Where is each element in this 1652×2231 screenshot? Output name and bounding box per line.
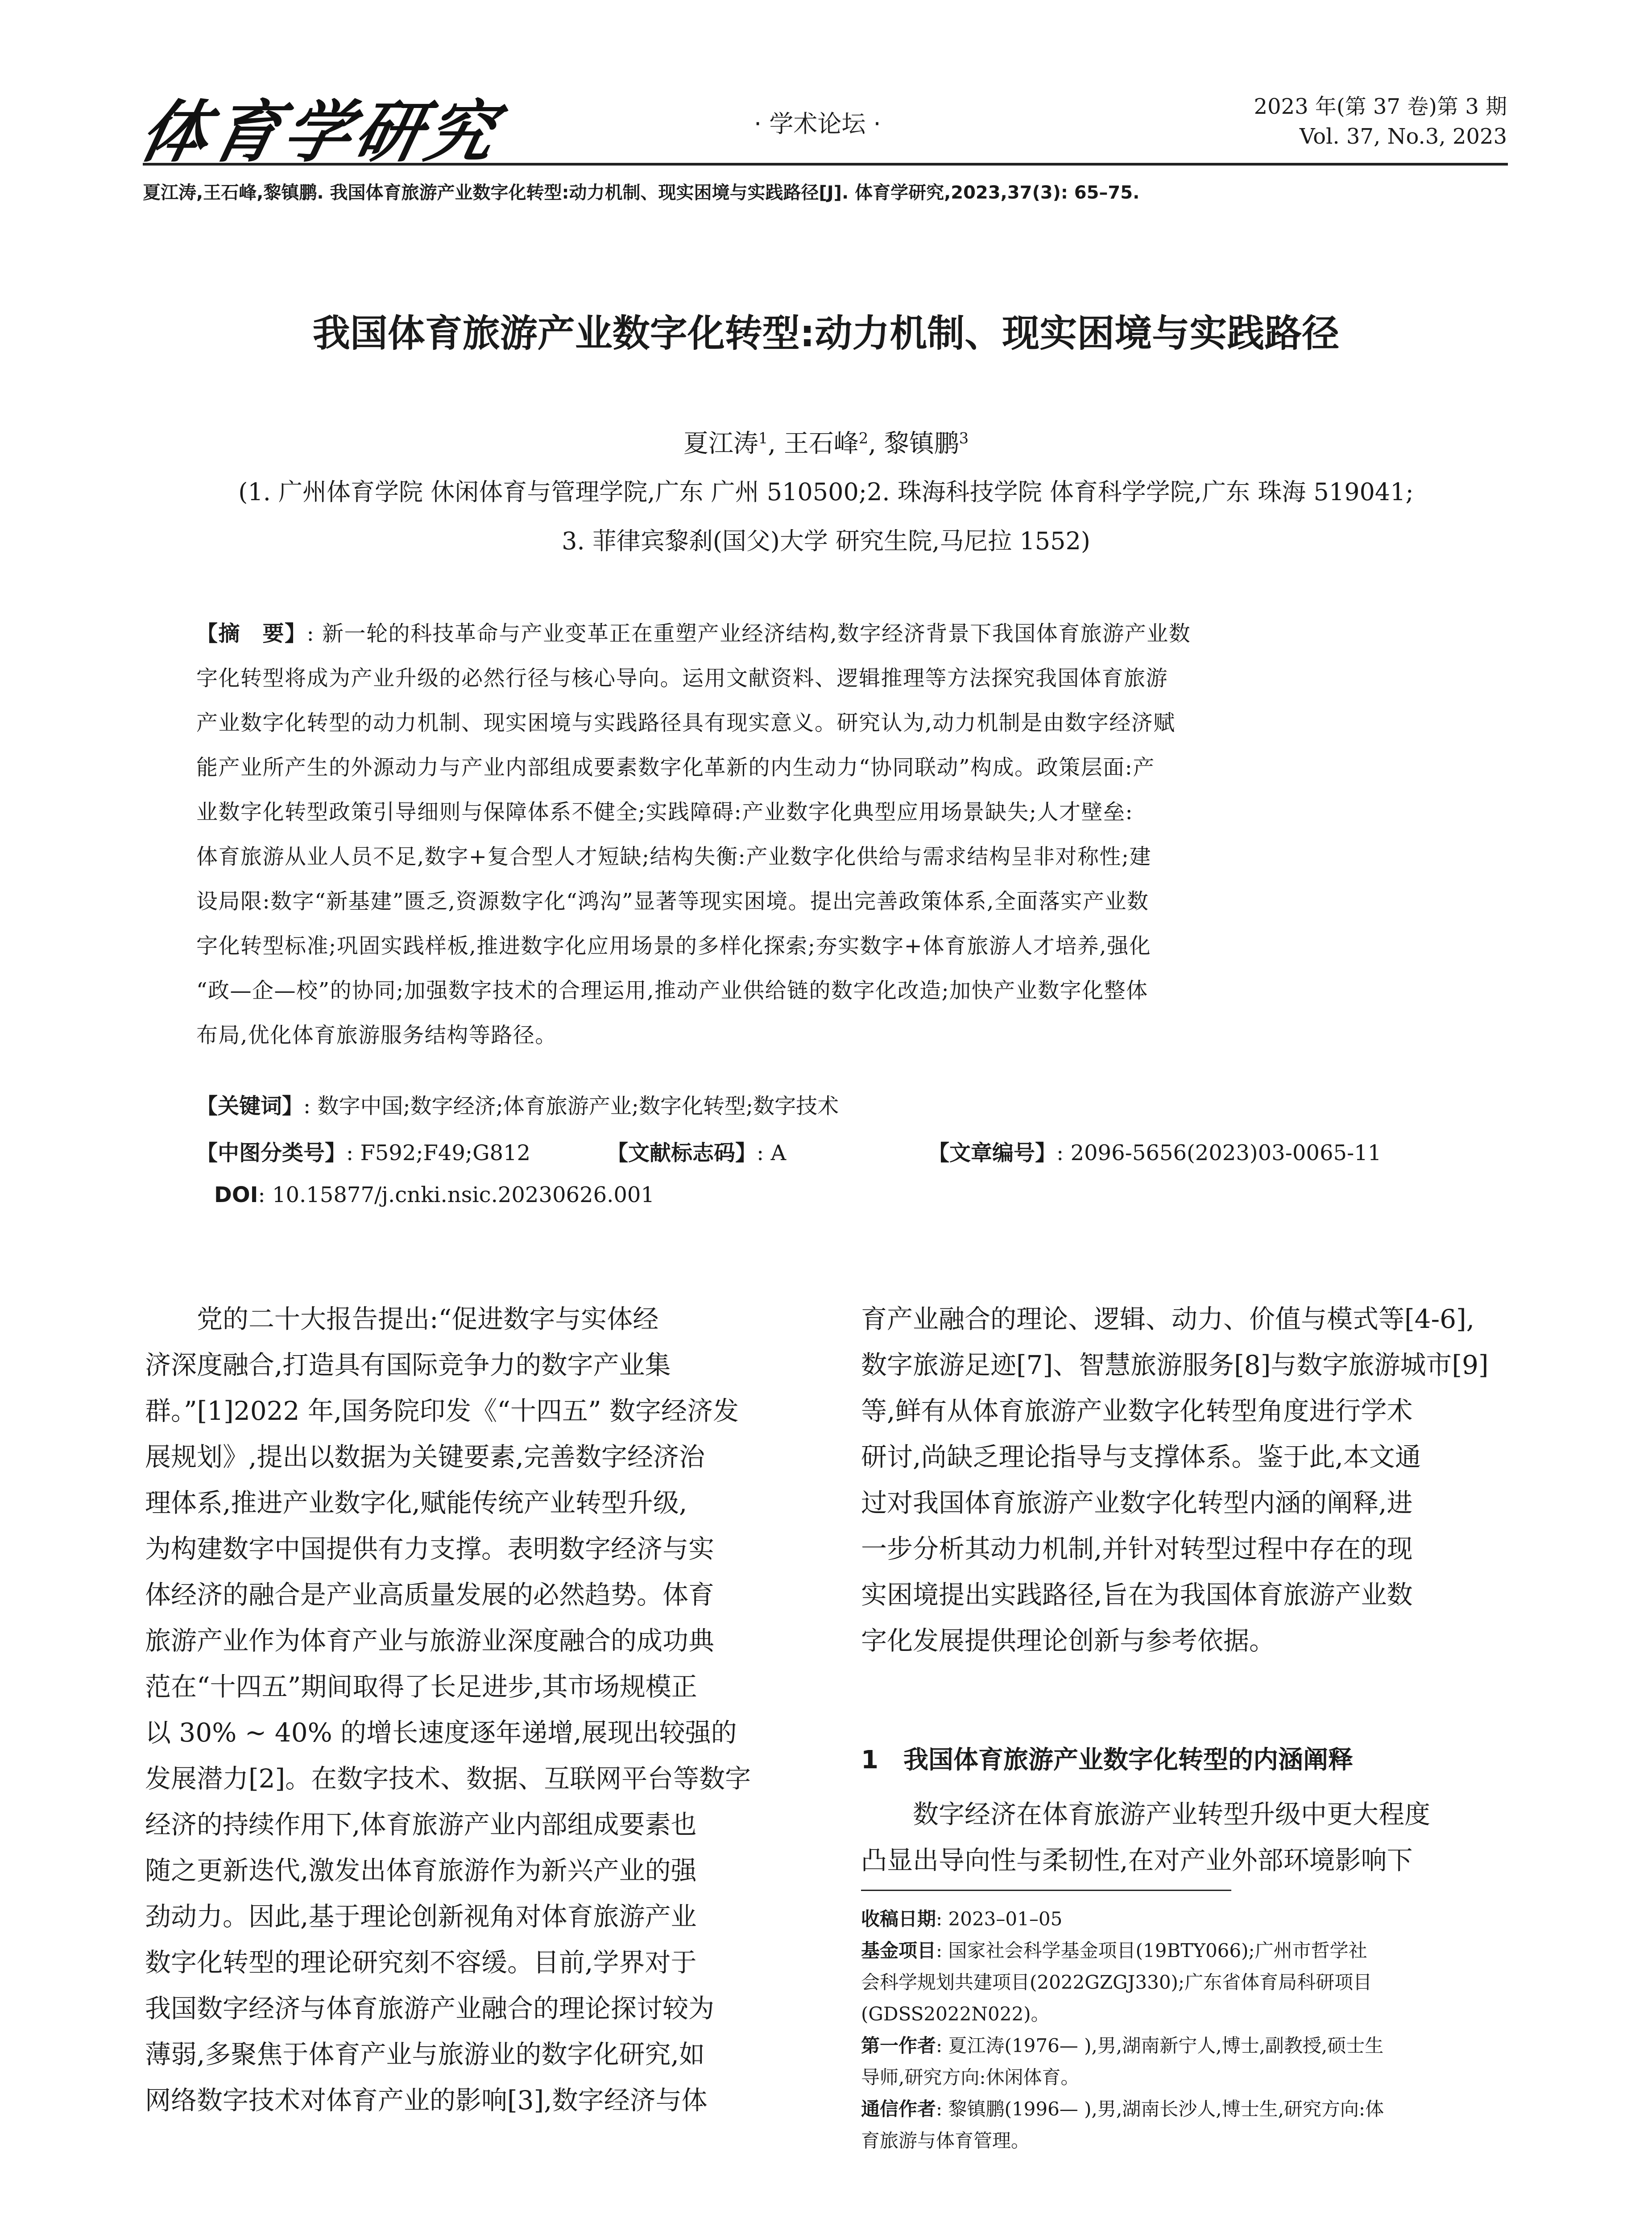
document-code-label: 【文献标志码】 xyxy=(607,1140,757,1165)
author-name: 黎镇鹏 xyxy=(884,429,959,458)
body-line: 经济的持续作用下,体育旅游产业内部组成要素也 xyxy=(145,1809,697,1840)
fund-line xyxy=(861,1935,1508,1966)
clc-label: 【中图分类号】 xyxy=(196,1140,347,1165)
corresponding-author-line: 育旅游与体育管理。 xyxy=(861,2130,1030,2152)
body-line: 劲动力。因此,基于理论创新视角对体育旅游产业 xyxy=(145,1901,697,1932)
affiliation-line: (1. 广州体育学院 休闲体育与管理学院,广东 广州 510500;2. 珠海科技学院 体育科学学院,广东 珠海 519041; xyxy=(238,478,1414,506)
body-line: 党的二十大报告提出:“促进数字与实体经 xyxy=(145,1304,659,1334)
body-line: 育产业融合的理论、逻辑、动力、价值与模式等[4-6], xyxy=(861,1304,1475,1334)
body-line: 实困境提出实践路径,旨在为我国体育旅游产业数 xyxy=(861,1580,1413,1610)
received-date-value: : 2023–01–05 xyxy=(936,1908,1063,1930)
fund-label: 基金项目 xyxy=(861,1940,936,1961)
keywords-label: 【关键词】 xyxy=(196,1094,304,1119)
body-column-right xyxy=(861,1296,1517,1664)
body-line: 等,鲜有从体育旅游产业数字化转型角度进行学术 xyxy=(861,1396,1413,1426)
section-heading: 1 我国体育旅游产业数字化转型的内涵阐释 xyxy=(861,1746,1353,1775)
body-line: 薄弱,多聚焦于体育产业与旅游业的数字化研究,如 xyxy=(145,2039,705,2069)
footnote-divider xyxy=(861,1890,1231,1891)
body-line: 济深度融合,打造具有国际竞争力的数字产业集 xyxy=(145,1350,671,1380)
footnotes xyxy=(861,1903,1508,2156)
paper-title: 我国体育旅游产业数字化转型:动力机制、现实困境与实践路径 xyxy=(312,311,1340,355)
article-number-value: : 2096-5656(2023)03-0065-11 xyxy=(1056,1140,1382,1165)
abstract-line: 业数字化转型政策引导细则与保障体系不健全;实践障碍:产业数字化典型应用场景缺失;人才壁垒: xyxy=(196,800,1134,825)
column-tag: · 学术论坛 · xyxy=(754,110,881,138)
abstract-line: 体育旅游从业人员不足,数字+复合型人才短缺;结构失衡:产业数字化供给与需求结构呈非对称性;建 xyxy=(196,844,1151,869)
citation-line: 夏江涛,王石峰,黎镇鹏. 我国体育旅游产业数字化转型:动力机制、现实困境与实践路径[J]. 体育学研究,2023,37(3): 65–75. xyxy=(143,182,1140,203)
body-line: 字化发展提供理论创新与参考依据。 xyxy=(861,1626,1275,1656)
body-line: 我国数字经济与体育旅游产业融合的理论探讨较为 xyxy=(145,1993,715,2024)
body-line: 范在“十四五”期间取得了长足进步,其市场规模正 xyxy=(145,1671,697,1702)
abstract-line: 设局限:数字“新基建”匮乏,资源数字化“鸿沟”显著等现实困境。提出完善政策体系,全面落实产业数 xyxy=(196,889,1149,914)
body-line: 凸显出导向性与柔韧性,在对产业外部环境影响下 xyxy=(861,1845,1413,1875)
fund-line: 会科学规划共建项目(2022GZGJ330);广东省体育局科研项目 xyxy=(861,1971,1372,1993)
body-line: 群。”[1]2022 年,国务院印发《“十四五” 数字经济发 xyxy=(145,1396,739,1426)
article-number xyxy=(928,1136,1381,1166)
corresponding-author-line xyxy=(861,2093,1508,2125)
author-affiliation-mark: 1 xyxy=(758,429,768,447)
body-line: 数字经济在体育旅游产业转型升级中更大程度 xyxy=(861,1799,1431,1829)
body-line: 一步分析其动力机制,并针对转型过程中存在的现 xyxy=(861,1534,1413,1564)
body-line: 研讨,尚缺乏理论指导与支撑体系。鉴于此,本文通 xyxy=(861,1442,1421,1472)
author-name: 夏江涛 xyxy=(683,429,758,458)
document-code xyxy=(607,1136,786,1166)
abstract-line: 字化转型将成为产业升级的必然行径与核心导向。运用文献资料、逻辑推理等方法探究我国体育旅游 xyxy=(196,666,1168,691)
body-line: 以 30% ~ 40% 的增长速度逐年递增,展现出较强的 xyxy=(145,1717,737,1748)
header-divider xyxy=(143,163,1508,166)
first-author-label: 第一作者 xyxy=(861,2035,936,2057)
clc-value: : F592;F49;G812 xyxy=(346,1140,531,1165)
article-number-label: 【文章编号】 xyxy=(928,1140,1057,1165)
body-line: 发展潜力[2]。在数字技术、数据、互联网平台等数字 xyxy=(145,1763,751,1794)
abstract-text: : 新一轮的科技革命与产业变革正在重塑产业经济结构,数字经济背景下我国体育旅游产业数 xyxy=(306,621,1191,646)
abstract-line: 布局,优化体育旅游服务结构等路径。 xyxy=(196,1023,557,1048)
corresponding-author-label: 通信作者 xyxy=(861,2098,936,2120)
issue-info-cn: 2023 年(第 37 卷)第 3 期 xyxy=(1254,94,1507,119)
body-line: 为构建数字中国提供有力支撑。表明数字经济与实 xyxy=(145,1534,715,1564)
fund-text: : 国家社会科学基金项目(19BTY066);广州市哲学社 xyxy=(936,1940,1367,1961)
first-author-text: : 夏江涛(1976— ),男,湖南新宁人,博士,副教授,硕士生 xyxy=(936,2035,1384,2057)
body-line: 展规划》,提出以数据为关键要素,完善数字经济治 xyxy=(145,1442,705,1472)
abstract-line xyxy=(196,611,1454,656)
abstract-line: 能产业所产生的外源动力与产业内部组成要素数字化革新的内生动力“协同联动”构成。政策层面:产 xyxy=(196,755,1155,780)
author-affiliation-mark: 2 xyxy=(858,429,869,447)
body-line: 理体系,推进产业数字化,赋能传统产业转型升级, xyxy=(145,1488,687,1518)
body-column-right-continued xyxy=(861,1791,1517,1883)
journal-logo: 体育学研究 xyxy=(133,93,507,171)
document-code-value: : A xyxy=(757,1140,787,1165)
received-date-label: 收稿日期 xyxy=(861,1908,936,1930)
author-list: 夏江涛$^1$, 王石峰$^2$, 黎镇鹏$^3$ xyxy=(683,429,969,458)
author-name: 王石峰 xyxy=(783,429,859,458)
doi-label: DOI xyxy=(214,1182,258,1207)
clc-number xyxy=(196,1136,530,1166)
body-line: 过对我国体育旅游产业数字化转型内涵的阐释,进 xyxy=(861,1488,1413,1518)
body-line: 网络数字技术对体育产业的影响[3],数字经济与体 xyxy=(145,2085,708,2115)
corresponding-author-text: : 黎镇鹏(1996— ),男,湖南长沙人,博士生,研究方向:体 xyxy=(936,2098,1384,2120)
abstract-line: 字化转型标准;巩固实践样板,推进数字化应用场景的多样化探索;夯实数字+体育旅游人才培养,强化 xyxy=(196,933,1151,958)
first-author-line xyxy=(861,2030,1508,2061)
doi xyxy=(214,1182,654,1207)
issue-info-en: Vol. 37, No.3, 2023 xyxy=(1299,124,1507,149)
body-line: 体经济的融合是产业高质量发展的必然趋势。体育 xyxy=(145,1580,715,1610)
body-column-left xyxy=(145,1296,801,2123)
keywords xyxy=(196,1089,839,1120)
body-line: 数字旅游足迹[7]、智慧旅游服务[8]与数字旅游城市[9] xyxy=(861,1350,1489,1380)
fund-line: (GDSS2022N022)。 xyxy=(861,2003,1050,2025)
abstract-label: 【摘 要】 xyxy=(196,621,307,646)
first-author-line: 导师,研究方向:休闲体育。 xyxy=(861,2066,1080,2088)
abstract xyxy=(196,611,1454,1057)
abstract-line: 产业数字化转型的动力机制、现实困境与实践路径具有现实意义。研究认为,动力机制是由数字经济赋 xyxy=(196,710,1176,735)
affiliation-line: 3. 菲律宾黎刹(国父)大学 研究生院,马尼拉 1552) xyxy=(562,527,1090,555)
author-affiliation-mark: 3 xyxy=(959,429,969,447)
doi-value: : 10.15877/j.cnki.nsic.20230626.001 xyxy=(258,1182,655,1207)
body-line: 数字化转型的理论研究刻不容缓。目前,学界对于 xyxy=(145,1947,697,1978)
received-date xyxy=(861,1903,1508,1935)
body-line: 旅游产业作为体育产业与旅游业深度融合的成功典 xyxy=(145,1626,715,1656)
keywords-text: : 数字中国;数字经济;体育旅游产业;数字化转型;数字技术 xyxy=(303,1094,839,1119)
abstract-line: “政—企—校”的协同;加强数字技术的合理运用,推动产业供给链的数字化改造;加快产业数字化整体 xyxy=(196,978,1148,1003)
body-line: 随之更新迭代,激发出体育旅游作为新兴产业的强 xyxy=(145,1855,697,1886)
